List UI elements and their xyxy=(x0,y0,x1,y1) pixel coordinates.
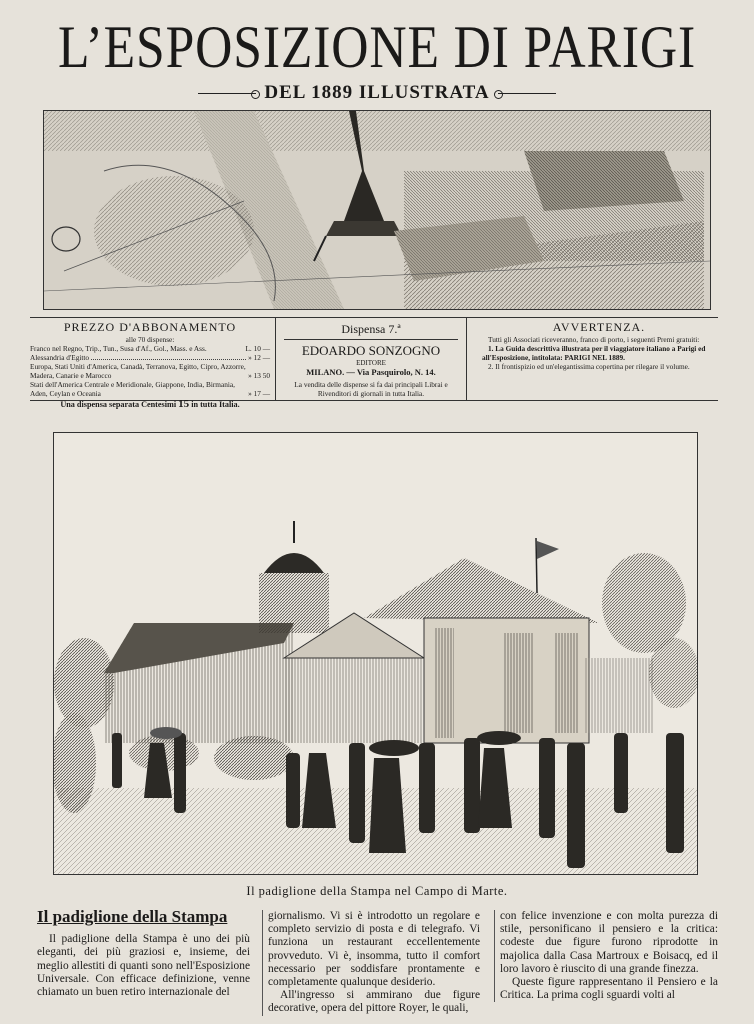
distribution-note: La vendita delle dispense si fa dai principali Librai e Rivenditori di giornali in tutta Italia. xyxy=(294,380,448,398)
single-prefix: Una dispensa separata Centesimi xyxy=(60,400,177,409)
article-paragraph: All'ingresso si ammirano due figure decorative, opera del pittore Royer, le quali, xyxy=(268,989,480,1015)
publisher-address: MILANO. — Via Pasquirolo, N. 14. xyxy=(306,367,436,377)
ornament-left-icon xyxy=(198,93,256,94)
masthead-title: L’ESPOSIZIONE DI PARIGI xyxy=(57,14,697,80)
price-row xyxy=(30,344,270,353)
subscription-box xyxy=(30,318,270,410)
article-column-3 xyxy=(494,910,718,1002)
issue-number: Dispensa 7.ª xyxy=(341,322,401,336)
publisher-name: EDOARDO SONZOGNO xyxy=(284,339,458,359)
info-bar xyxy=(30,317,718,410)
article-heading: Il padiglione della Stampa xyxy=(37,907,228,926)
article-paragraph: con felice invenzione e con molta purezza di stile, personificano il pensiero e la critica: codeste due figure furono riprodotte in majolica dalla Casa Martroux e Boisacq, ed il loro lavoro è riuscito di una grande finezza. xyxy=(500,910,718,975)
price-row-value: » 13 50 xyxy=(248,371,270,380)
article-column-2 xyxy=(262,910,480,1016)
press-pavilion-illustration xyxy=(54,433,697,874)
article-paragraph: Il padiglione della Stampa è uno dei più eleganti, dei più graziosi e, insieme, dei meglio allestiti di quanti sono nell'Esposizione Universale. Con efficace definizione, venne chiamato un buen retiro internazionale del xyxy=(37,933,250,999)
subtitle-text: DEL 1889 ILLUSTRATA xyxy=(264,82,490,103)
price-row-value: » 17 — xyxy=(248,389,270,398)
masthead-subtitle xyxy=(0,82,754,104)
notice-box xyxy=(470,318,718,400)
price-row xyxy=(30,362,270,380)
pavilion-engraving xyxy=(53,432,698,875)
price-row-value: » 12 — xyxy=(248,353,270,362)
single-suffix: in tutta Italia. xyxy=(191,400,240,409)
price-row-label: Alessandria d'Egitto xyxy=(30,353,90,362)
single-price: 15 xyxy=(178,398,190,410)
subscription-subheading: alle 70 dispense: xyxy=(125,335,175,344)
price-row-value: L. 10 — xyxy=(245,344,270,353)
article-paragraph: giornalismo. Vi si è introdotto un regolare e completo servizio di posta e di telegrafo. Vi funziona un restaurant eccellentemente provveduto. Vi è, insomma, tutto il comfort necessario per soddisfare prontamente e completamente qualunque desiderio. xyxy=(268,910,480,989)
banner-engraving xyxy=(43,110,711,310)
issue-box xyxy=(275,318,467,400)
single-issue-price xyxy=(30,398,270,410)
exposition-view-illustration xyxy=(44,111,710,309)
subscription-heading: PREZZO D'ABBONAMENTO xyxy=(63,320,237,334)
notice-item-1: 1. La Guida descrittiva illustrata per il viaggiatore italiano a Parigi ed all'Esposizione, intitolata: PARIGI NEL 1889. xyxy=(482,344,706,362)
notice-intro: Tutti gli Associati riceveranno, franco di porto, i seguenti Premi gratuiti: xyxy=(488,335,700,344)
publisher-role: EDITORE xyxy=(356,359,386,367)
price-row-label: Europa, Stati Uniti d'America, Canadà, Terranova, Egitto, Cipro, Azzorre, Madera, Canarie e Marocco xyxy=(30,362,246,380)
price-row xyxy=(30,353,270,362)
price-row-label: Stati dell'America Centrale e Meridionale, Giappone, India, Birmania, Aden, Ceylan e Oceania xyxy=(30,380,235,398)
price-row-label: Franco nel Regno, Trip., Tun., Susa d'Af., Gol., Mass. e Ass. xyxy=(30,344,207,353)
article-column-1 xyxy=(37,907,250,999)
ornament-right-icon xyxy=(498,93,556,94)
illustration-caption: Il padiglione della Stampa nel Campo di Marte. xyxy=(246,884,508,898)
notice-heading: AVVERTENZA. xyxy=(552,320,646,334)
price-row xyxy=(30,380,270,398)
article-paragraph: Queste figure rappresentano il Pensiero e la Critica. La prima cogli sguardi volti al xyxy=(500,976,718,1002)
notice-item-2: 2. Il frontispizio ed un'elegantissima copertina per rilegare il volume. xyxy=(488,362,690,371)
